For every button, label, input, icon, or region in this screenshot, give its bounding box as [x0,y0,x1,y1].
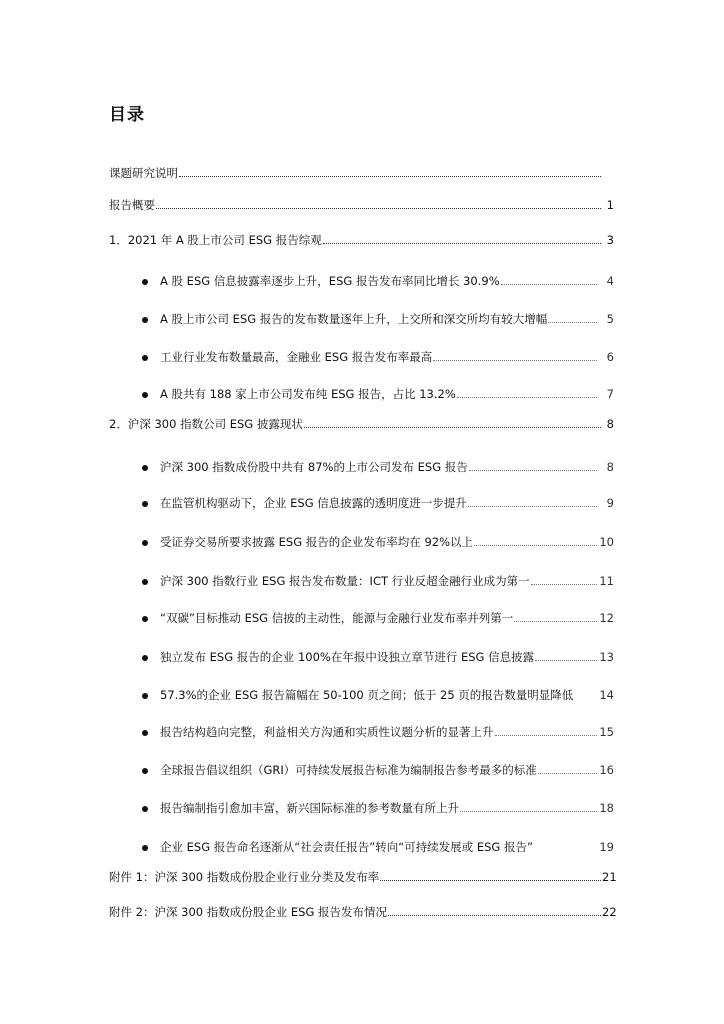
toc-subentry[interactable] [0,605,724,625]
bullet-icon [142,693,148,699]
toc-entry-label: 1．2021 年 A 股上市公司 ESG 报告综观 [109,233,322,247]
toc-entry[interactable] [0,864,724,884]
toc-subentry[interactable] [0,795,724,815]
bullet-icon [142,501,148,507]
toc-subentry[interactable] [0,682,724,702]
toc-entry-label: 课题研究说明 [109,166,178,180]
toc-entry-page: 16 [599,763,614,777]
toc-entry-page: 4 [606,274,614,288]
toc-subentry[interactable] [0,268,724,288]
toc-entry-label: 工业行业发布数量最高，金融业 ESG 报告发布率最高 [160,350,433,364]
toc-entry-label: 57.3%的企业 ESG 报告篇幅在 50-100 页之间；低于 25 页的报告数量明显降低 [160,688,574,702]
dot-leader [380,880,601,881]
toc-entry-page: 7 [606,387,614,401]
dot-leader [501,284,597,285]
dot-leader [548,322,597,323]
bullet-icon [142,655,148,661]
toc-subentry[interactable] [0,454,724,474]
toc-entry-label: A 股 ESG 信息披露率逐步上升，ESG 报告发布率同比增长 30.9% [160,274,500,288]
toc-subentry[interactable] [0,719,724,739]
bullet-icon [142,317,148,323]
page-title: 目录 [109,105,145,125]
dot-leader [156,208,601,209]
dot-leader [514,621,597,622]
toc-subentry[interactable] [0,529,724,549]
toc-entry-label: A 股上市公司 ESG 报告的发布数量逐年上升，上交所和深交所均有较大增幅 [160,312,548,326]
toc-entry-page: 15 [599,725,614,739]
bullet-icon [142,579,148,585]
toc-entry-label: 沪深 300 指数行业 ESG 报告发布数量：ICT 行业反超金融行业成为第一 [160,574,530,588]
toc-subentry[interactable] [0,490,724,510]
toc-entry-label: 全球报告倡议组织（GRI）可持续发展报告标准为编制报告参考最多的标准 [160,763,537,777]
toc-entry-label: 2．沪深 300 指数公司 ESG 披露现状 [109,417,303,431]
dot-leader [460,811,597,812]
toc-entry-page: 6 [606,350,614,364]
bullet-icon [142,540,148,546]
toc-entry-page: 19 [599,840,614,854]
dot-leader [388,915,601,916]
toc-entry-page: 13 [599,650,614,664]
dot-leader [535,660,597,661]
bullet-icon [142,465,148,471]
toc-entry-page: 21 [602,870,617,884]
bullet-icon [142,845,148,851]
toc-entry-label: 报告结构趋向完整，利益相关方沟通和实质性议题分析的显著上升 [160,725,494,739]
toc-subentry[interactable] [0,757,724,777]
bullet-icon [142,279,148,285]
toc-subentry[interactable] [0,306,724,326]
toc-entry-label: 受证券交易所要求披露 ESG 报告的企业发布率均在 92%以上 [160,535,474,549]
toc-entry-page: 14 [599,688,614,702]
toc-subentry[interactable] [0,834,724,854]
toc-entry-page: 3 [606,233,614,247]
toc-entry-label: 附件 1：沪深 300 指数成份股企业行业分类及发布率 [109,870,380,884]
toc-entry[interactable] [0,411,724,431]
bullet-icon [142,392,148,398]
toc-subentry[interactable] [0,381,724,401]
toc-entry-label: A 股共有 188 家上市公司发布纯 ESG 报告，占比 13.2% [160,387,456,401]
dot-leader [531,584,597,585]
toc-entry[interactable] [0,899,724,919]
dot-leader [179,176,601,177]
bullet-icon [142,768,148,774]
toc-entry-label: 附件 2：沪深 300 指数成份股企业 ESG 报告发布情况 [109,905,388,919]
dot-leader [433,360,597,361]
toc-entry-label: 沪深 300 指数成份股中共有 87%的上市公司发布 ESG 报告 [160,460,468,474]
toc-subentry[interactable] [0,344,724,364]
toc-entry-page: 12 [599,611,614,625]
bullet-icon [142,730,148,736]
dot-leader [304,427,601,428]
dot-leader [538,773,597,774]
toc-entry-page: 22 [602,905,617,919]
toc-subentry[interactable] [0,568,724,588]
toc-entry-page: 10 [599,535,614,549]
toc-entry-label: “双碳”目标推动 ESG 信披的主动性，能源与金融行业发布率并列第一 [160,611,514,625]
toc-entry-label: 报告编制指引愈加丰富，新兴国际标准的参考数量有所上升 [160,801,459,815]
toc-entry[interactable] [0,192,724,212]
toc-entry-page: 11 [599,574,614,588]
dot-leader [495,735,598,736]
dot-leader [323,243,601,244]
toc-entry-label: 在监管机构驱动下，企业 ESG 信息披露的透明度进一步提升 [160,496,467,510]
toc-entry-page: 1 [606,198,614,212]
dot-leader [457,397,597,398]
toc-entry-page: 8 [606,460,614,474]
toc-entry-label: 独立发布 ESG 报告的企业 100%在年报中设独立章节进行 ESG 信息披露 [160,650,535,664]
toc-entry-page: 18 [599,801,614,815]
toc-entry-label: 企业 ESG 报告命名逐渐从“社会责任报告”转向“可持续发展或 ESG 报告” [160,840,533,854]
toc-subentry[interactable] [0,644,724,664]
bullet-icon [142,616,148,622]
toc-entry-page: 5 [606,312,614,326]
toc-entry-page: 8 [606,417,614,431]
toc-entry-page: 9 [606,496,614,510]
bullet-icon [142,355,148,361]
dot-leader [474,545,597,546]
toc-entry[interactable] [0,227,724,247]
dot-leader [468,506,597,507]
toc-entry[interactable] [0,160,724,180]
bullet-icon [142,806,148,812]
dot-leader [469,470,597,471]
toc-entry-label: 报告概要 [109,198,155,212]
